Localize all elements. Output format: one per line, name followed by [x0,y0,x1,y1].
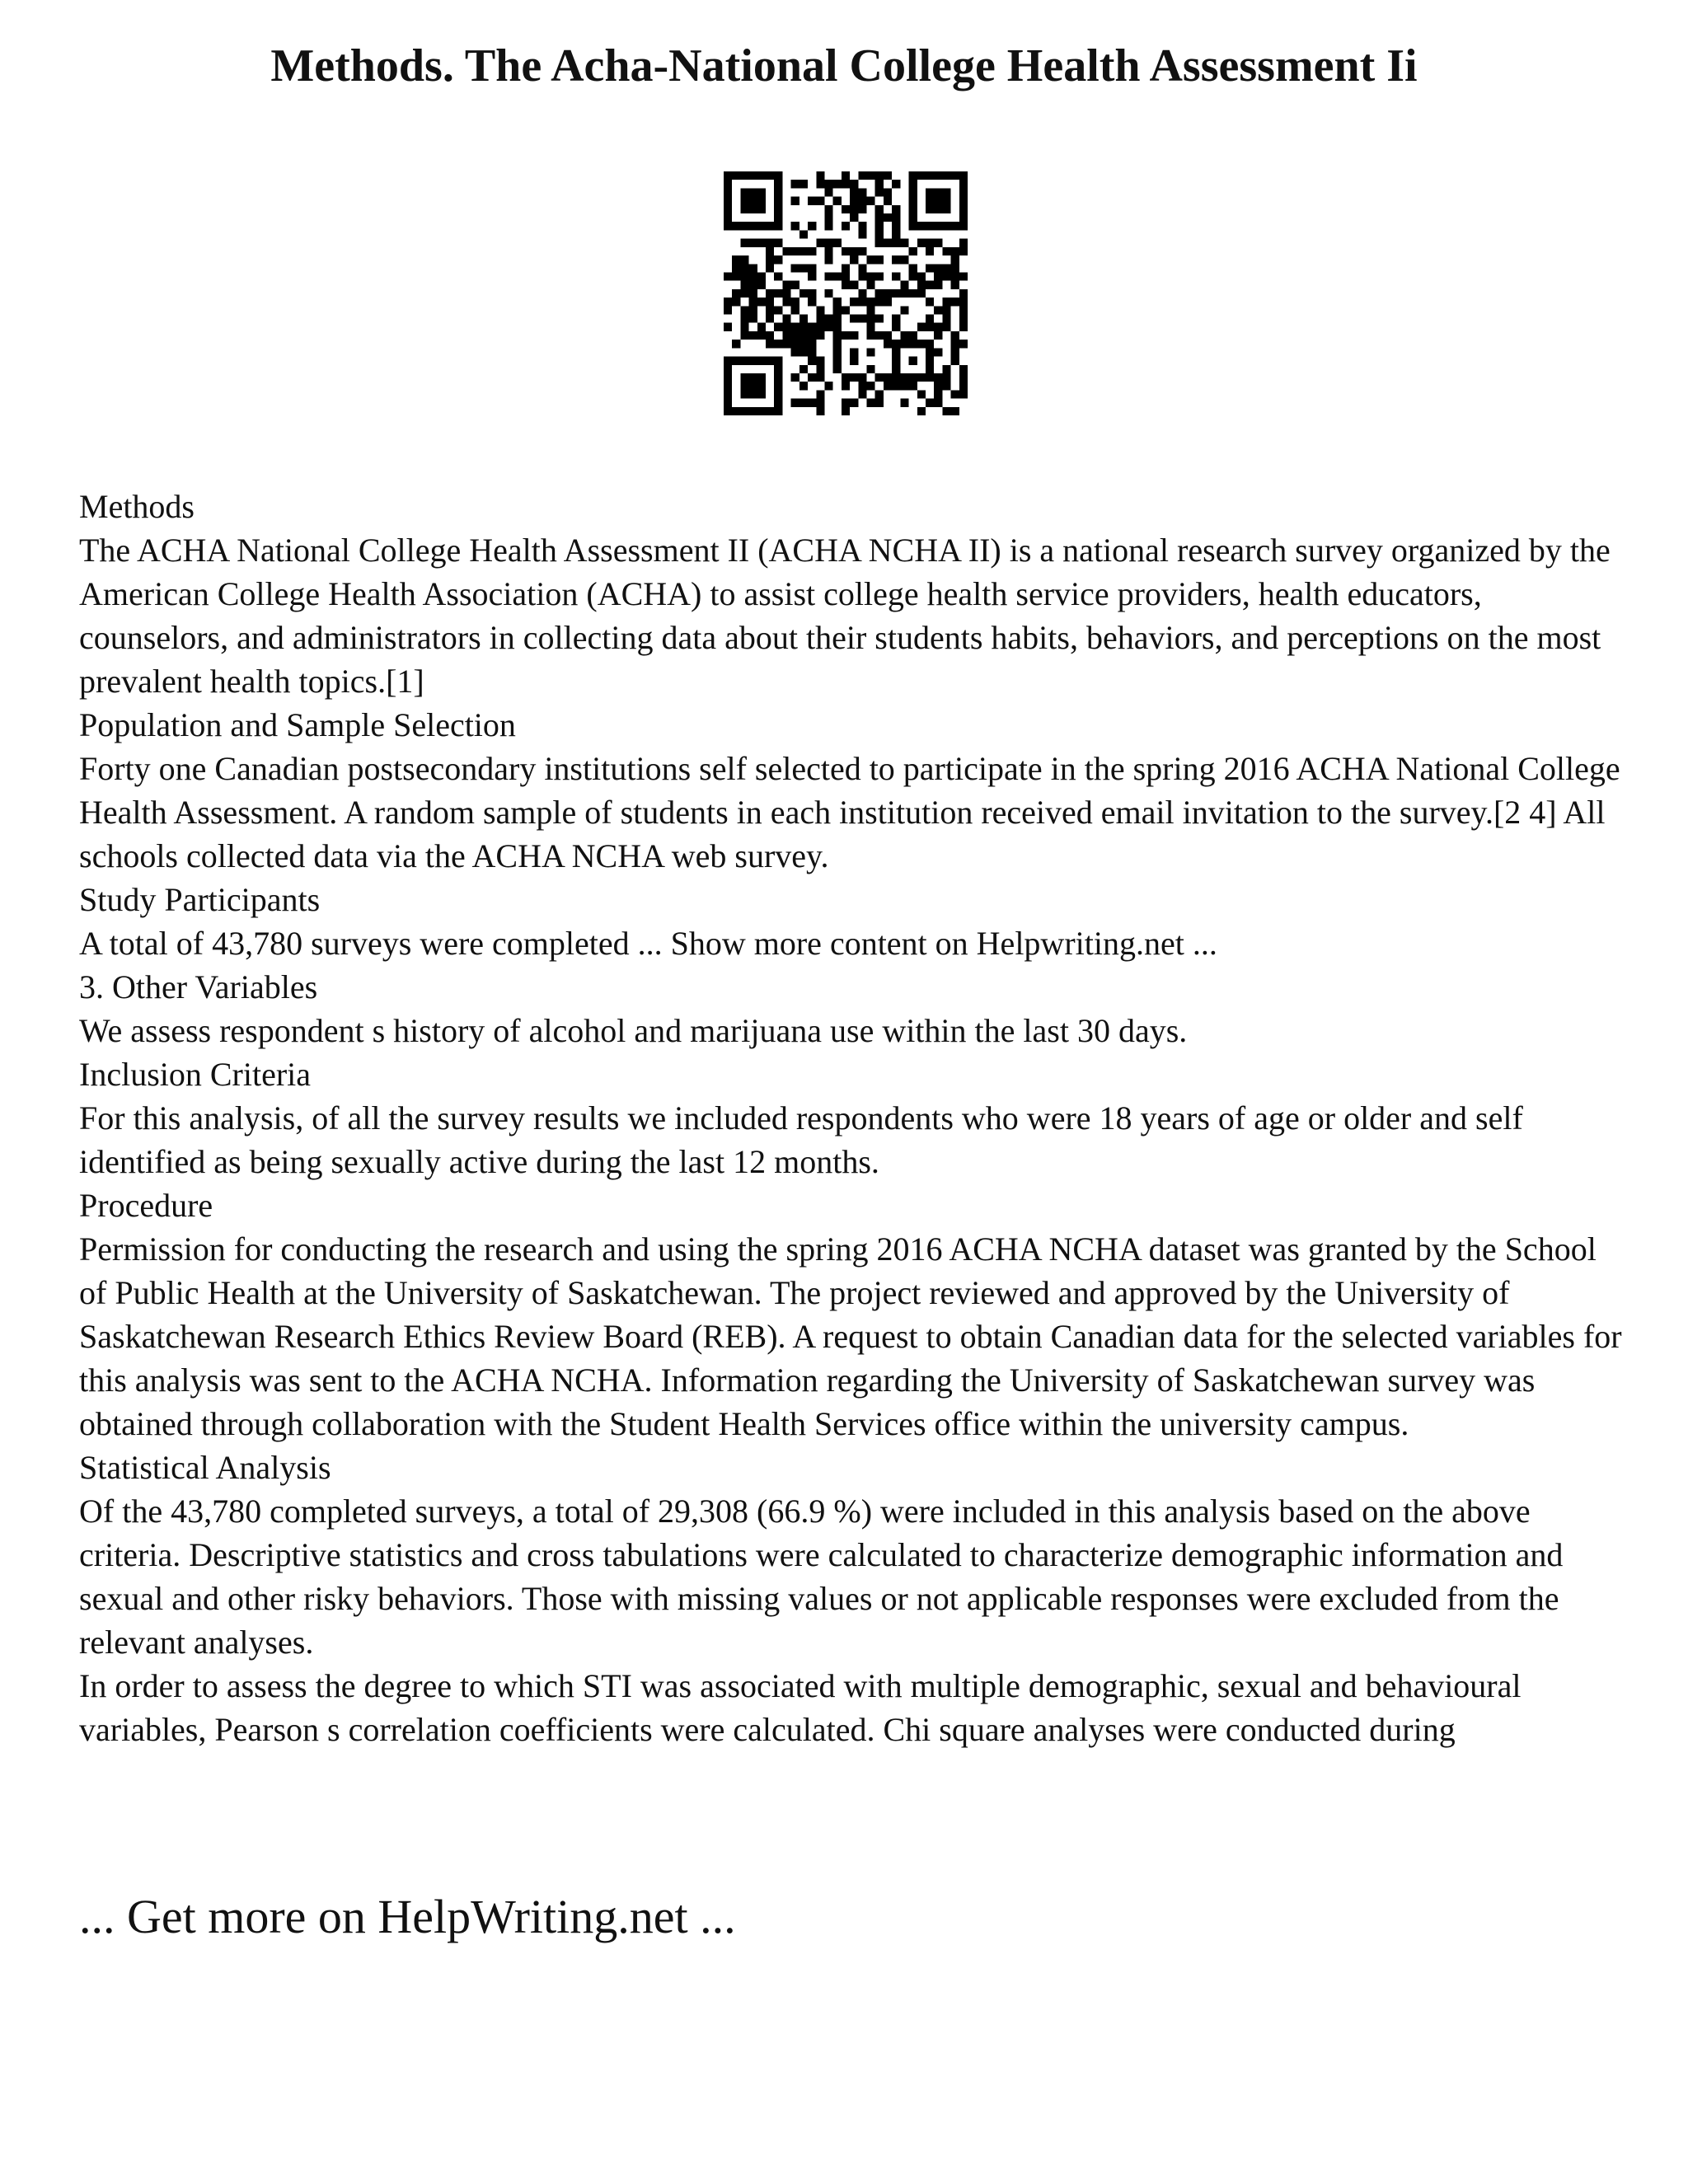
get-more-link[interactable]: ... Get more on HelpWriting.net ... [79,1890,736,1943]
paragraph-methods: The ACHA National College Health Assessment II (ACHA NCHA II) is a national research survey organized by the American College Health Association (ACHA) to assist college health service providers, health educators, counselors, and administrators in collecting data about their students habits, behaviors, and perceptions on the most prevalent health topics.[1] [79,532,1611,700]
heading-procedure: Procedure [79,1187,213,1224]
paragraph-inclusion-criteria: For this analysis, of all the survey results we included respondents who were 18 years of age or older and self identified as being sexually active during the last 12 months. [79,1099,1523,1180]
page-title: Methods. The Acha-National College Health Assessment Ii [270,40,1418,91]
paragraph-procedure: Permission for conducting the research and using the spring 2016 ACHA NCHA dataset was granted by the School of Public Health at the University of Saskatchewan. The project reviewed and approved by the University of Saskatchewan Research Ethics Review Board (REB). A request to obtain Canadian data for the selected variables for this analysis was sent to the ACHA NCHA. Information regarding the University of Saskatchewan survey was obtained through collaboration with the Student Health Services office within the university campus. [79,1230,1622,1442]
heading-study-participants: Study Participants [79,881,321,918]
paragraph-study-participants: A total of 43,780 surveys were completed ... Show more content on Helpwriting.net ... [79,925,1217,962]
heading-methods: Methods [79,488,195,525]
paragraph-other-variables: We assess respondent s history of alcohol and marijuana use within the last 30 days. [79,1012,1188,1049]
qr-code-image [724,171,968,415]
heading-population-sample: Population and Sample Selection [79,706,516,743]
paragraph-statistical-analysis-1: Of the 43,780 completed surveys, a total of 29,308 (66.9 %) were included in this analysis based on the above criteria. Descriptive statistics and cross tabulations were calculated to characterize demographic information and sexual and other risky behaviors. Those with missing values or not applicable responses were excluded from the relevant analyses. [79,1493,1564,1661]
paragraph-population-sample: Forty one Canadian postsecondary institutions self selected to participate in the spring 2016 ACHA National College Health Assessment. A random sample of students in each institution received email invitation to the survey.[2 4] All schools collected data via the ACHA NCHA web survey. [79,750,1620,874]
heading-inclusion-criteria: Inclusion Criteria [79,1056,312,1093]
paragraph-statistical-analysis-2: In order to assess the degree to which STI was associated with multiple demographic, sexual and behavioural variables, Pearson s correlation coefficients were calculated. Chi square analyses were conducted during [79,1667,1522,1748]
heading-statistical-analysis: Statistical Analysis [79,1449,331,1486]
heading-other-variables: 3. Other Variables [79,968,318,1005]
document-body [79,485,1629,1751]
